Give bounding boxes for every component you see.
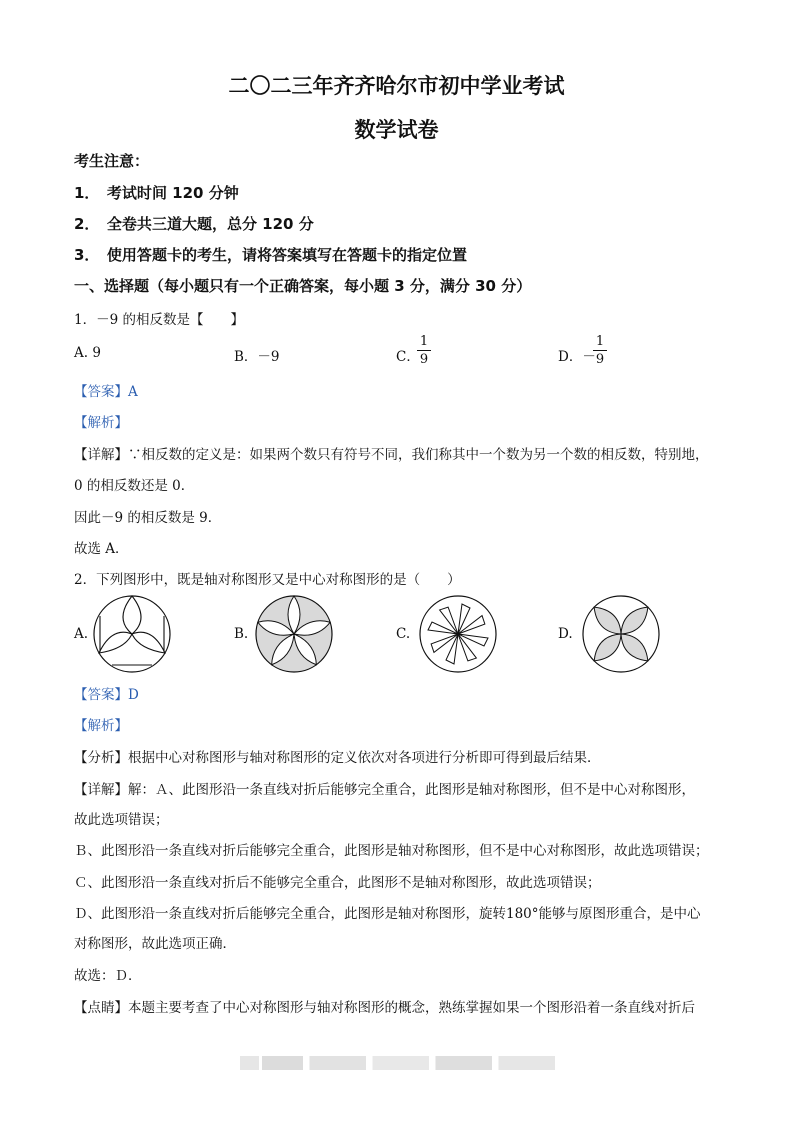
q1-option-d-denominator: 9 bbox=[595, 352, 605, 367]
q1-detail-line-4: 故选 A． bbox=[74, 541, 129, 557]
q1-detail-line-1: 【详解】∵相反数的定义是：如果两个数只有符号不同，我们称其中一个数为另一个数的相反数，特别地， bbox=[74, 447, 709, 463]
q2-figure-b bbox=[254, 594, 334, 674]
notice-item-3: 3． 使用答题卡的考生，请将答案填写在答题卡的指定位置 bbox=[74, 246, 467, 264]
q1-analysis-label: 【解析】 bbox=[74, 415, 128, 431]
q1-detail-line-2: 0 的相反数还是 0． bbox=[74, 478, 195, 494]
q2-analysis-label: 【解析】 bbox=[74, 718, 128, 734]
page-subtitle: 数学试卷 bbox=[354, 118, 439, 142]
notice-item-2: 2． 全卷共三道大题，总分 120 分 bbox=[74, 215, 314, 233]
q1-option-d-label: D．－ bbox=[558, 349, 596, 365]
q2-option-d-label: D. bbox=[558, 626, 573, 642]
q2-dianjing: 【点睛】本题主要考查了中心对称图形与轴对称图形的概念，熟练掌握如果一个图形沿着一条直线对折后 bbox=[74, 1000, 695, 1016]
blurred-footer-watermark bbox=[240, 1056, 555, 1070]
q2-detail-line-3: Ｂ、此图形沿一条直线对折后能够完全重合，此图形是轴对称图形，但不是中心对称图形，故此选项错误； bbox=[74, 843, 709, 859]
q1-option-b: B．－9 bbox=[234, 349, 280, 365]
q2-option-c-label: C. bbox=[396, 626, 411, 642]
q2-detail-line-2: 故此选项错误； bbox=[74, 812, 169, 828]
q2-detail-line-1: 【详解】解：Ａ、此图形沿一条直线对折后能够完全重合，此图形是轴对称图形，但不是中心对称图形， bbox=[74, 782, 695, 798]
notice-item-1: 1． 考试时间 120 分钟 bbox=[74, 184, 239, 202]
q2-figure-a bbox=[92, 594, 172, 674]
q1-option-d-fraction bbox=[593, 334, 607, 367]
q1-detail-line-3: 因此－9 的相反数是 9． bbox=[74, 510, 222, 526]
notice-heading: 考生注意： bbox=[74, 152, 150, 170]
q1-option-c-numerator: 1 bbox=[419, 334, 429, 349]
page-title: 二〇二三年齐齐哈尔市初中学业考试 bbox=[228, 74, 565, 98]
q2-stem: 2．下列图形中，既是轴对称图形又是中心对称图形的是（ ） bbox=[74, 572, 461, 588]
q1-option-c-denominator: 9 bbox=[419, 352, 429, 367]
q2-figure-d bbox=[581, 594, 661, 674]
q2-fenxi: 【分析】根据中心对称图形与轴对称图形的定义依次对各项进行分析即可得到最后结果． bbox=[74, 750, 601, 766]
q1-stem: 1．－9 的相反数是【 】 bbox=[74, 312, 244, 328]
q1-answer: 【答案】A bbox=[74, 384, 138, 400]
q2-option-b-label: B. bbox=[234, 626, 249, 642]
q2-option-a-label: A. bbox=[74, 626, 89, 642]
q1-option-a: A. 9 bbox=[74, 345, 101, 361]
q1-option-c-label: C． bbox=[396, 349, 420, 365]
q2-detail-line-6: 对称图形，故此选项正确． bbox=[74, 936, 236, 952]
q2-detail-line-5: Ｄ、此图形沿一条直线对折后能够完全重合，此图形是轴对称图形，旋转180°能够与原图形重合，是中心 bbox=[74, 906, 701, 922]
q1-option-c-fraction bbox=[417, 334, 431, 367]
q2-detail-line-4: Ｃ、此图形沿一条直线对折后不能够完全重合，此图形不是轴对称图形，故此选项错误； bbox=[74, 875, 601, 891]
q2-detail-line-7: 故选：Ｄ． bbox=[74, 968, 142, 984]
section-1-heading: 一、选择题（每小题只有一个正确答案，每小题 3 分，满分 30 分） bbox=[74, 277, 532, 295]
q1-option-d-numerator: 1 bbox=[595, 334, 605, 349]
q2-figure-c bbox=[418, 594, 498, 674]
q2-answer: 【答案】D bbox=[74, 687, 139, 703]
